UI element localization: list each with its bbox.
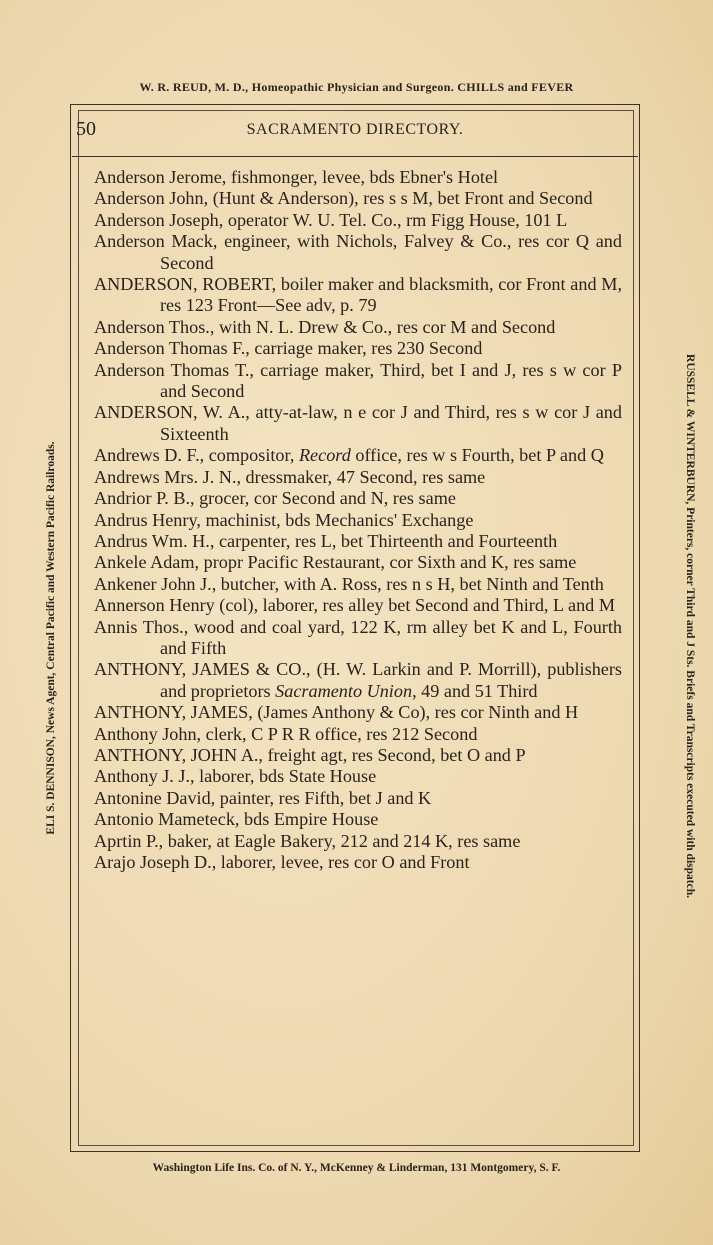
directory-entry: ANTHONY, JAMES, (James Anthony & Co), res cor Ninth and H	[94, 702, 579, 723]
entry-text: office, res w s Fourth, bet P and Q	[350, 445, 604, 466]
directory-entry: Ankele Adam, propr Pacific Restaurant, cor Sixth and K, res same	[94, 552, 577, 573]
directory-entry: Anderson Jerome, fishmonger, levee, bds Ebner's Hotel	[94, 167, 499, 187]
top-advertisement: W. R. REUD, M. D., Homeopathic Physician and Surgeon. CHILLS and FEVER	[139, 80, 574, 94]
page-number: 50	[76, 118, 96, 140]
directory-entry: Anderson Thomas F., carriage maker, res 230 Second	[94, 338, 483, 359]
directory-entries	[94, 167, 622, 873]
directory-entry: Anderson Thos., with N. L. Drew & Co., res cor M and Second	[94, 316, 556, 337]
directory-entry: Arajo Joseph D., laborer, levee, res cor O and Front	[94, 852, 470, 872]
directory-entry: Anthony John, clerk, C P R R office, res 212 Second	[94, 723, 478, 744]
directory-entry: ANDERSON, W. A., atty-at-law, n e cor J and Third, res s w cor J and Sixteenth	[94, 402, 622, 444]
directory-entry: Andrus Wm. H., carpenter, res L, bet Thirteenth and Fourteenth	[94, 530, 558, 551]
directory-entry: Andrior P. B., grocer, cor Second and N, res same	[94, 488, 456, 509]
entry-text: , 49 and 51 Third	[412, 680, 538, 701]
directory-entry: Annerson Henry (col), laborer, res alley bet Second and Third, L and M	[94, 595, 615, 616]
directory-entry: Anderson John, (Hunt & Anderson), res s s M, bet Front and Second	[94, 188, 593, 209]
page-header	[76, 118, 634, 146]
directory-entry: ANDERSON, ROBERT, boiler maker and blacksmith, cor Front and M, res 123 Front—See adv, p. 79	[94, 274, 622, 316]
directory-entry: Andrus Henry, machinist, bds Mechanics' Exchange	[94, 509, 474, 530]
header-rule	[72, 156, 638, 157]
left-margin-advertisement: ELI S. DENNISON, News Agent, Central Pacific and Western Pacific Railroads.	[45, 441, 57, 835]
entry-italic-text: Record	[298, 445, 351, 466]
directory-entry: Annis Thos., wood and coal yard, 122 K, rm alley bet K and L, Fourth and Fifth	[94, 616, 622, 658]
directory-entry: Anderson Joseph, operator W. U. Tel. Co., rm Figg House, 101 L	[94, 209, 568, 230]
entry-text: ANTHONY, JAMES & CO., (H. W. Larkin and P. Morrill), publishers and proprietors	[94, 659, 622, 701]
directory-entry	[94, 659, 622, 702]
directory-entry: Anthony J. J., laborer, bds State House	[94, 766, 377, 787]
directory-entry: Anderson Mack, engineer, with Nichols, Falvey & Co., res cor Q and Second	[94, 231, 622, 273]
directory-entry: Antonio Mameteck, bds Empire House	[94, 809, 379, 830]
directory-entry: Anderson Thomas T., carriage maker, Third, bet I and J, res s w cor P and Second	[94, 359, 622, 402]
directory-entry	[94, 445, 622, 466]
directory-entry: Antonine David, painter, res Fifth, bet J and K	[94, 787, 432, 808]
directory-entry: Ankener John J., butcher, with A. Ross, res n s H, bet Ninth and Tenth	[94, 573, 604, 594]
entry-italic-text: Sacramento Union	[275, 680, 413, 701]
bottom-advertisement: Washington Life Ins. Co. of N. Y., McKenney & Linderman, 131 Montgomery, S. F.	[152, 1162, 561, 1174]
directory-entry: Andrews Mrs. J. N., dressmaker, 47 Second, res same	[94, 466, 486, 487]
directory-entry: Aprtin P., baker, at Eagle Bakery, 212 and 214 K, res same	[94, 830, 521, 851]
page-title: SACRAMENTO DIRECTORY.	[246, 121, 464, 138]
right-margin-advertisement: RUSSELL & WINTERBURN, Printers, corner Third and J Sts. Briefs and Transcripts executed with dispatch.	[684, 354, 696, 898]
entry-text: Andrews D. F., compositor,	[94, 445, 299, 466]
directory-entry: ANTHONY, JOHN A., freight agt, res Second, bet O and P	[94, 744, 526, 765]
